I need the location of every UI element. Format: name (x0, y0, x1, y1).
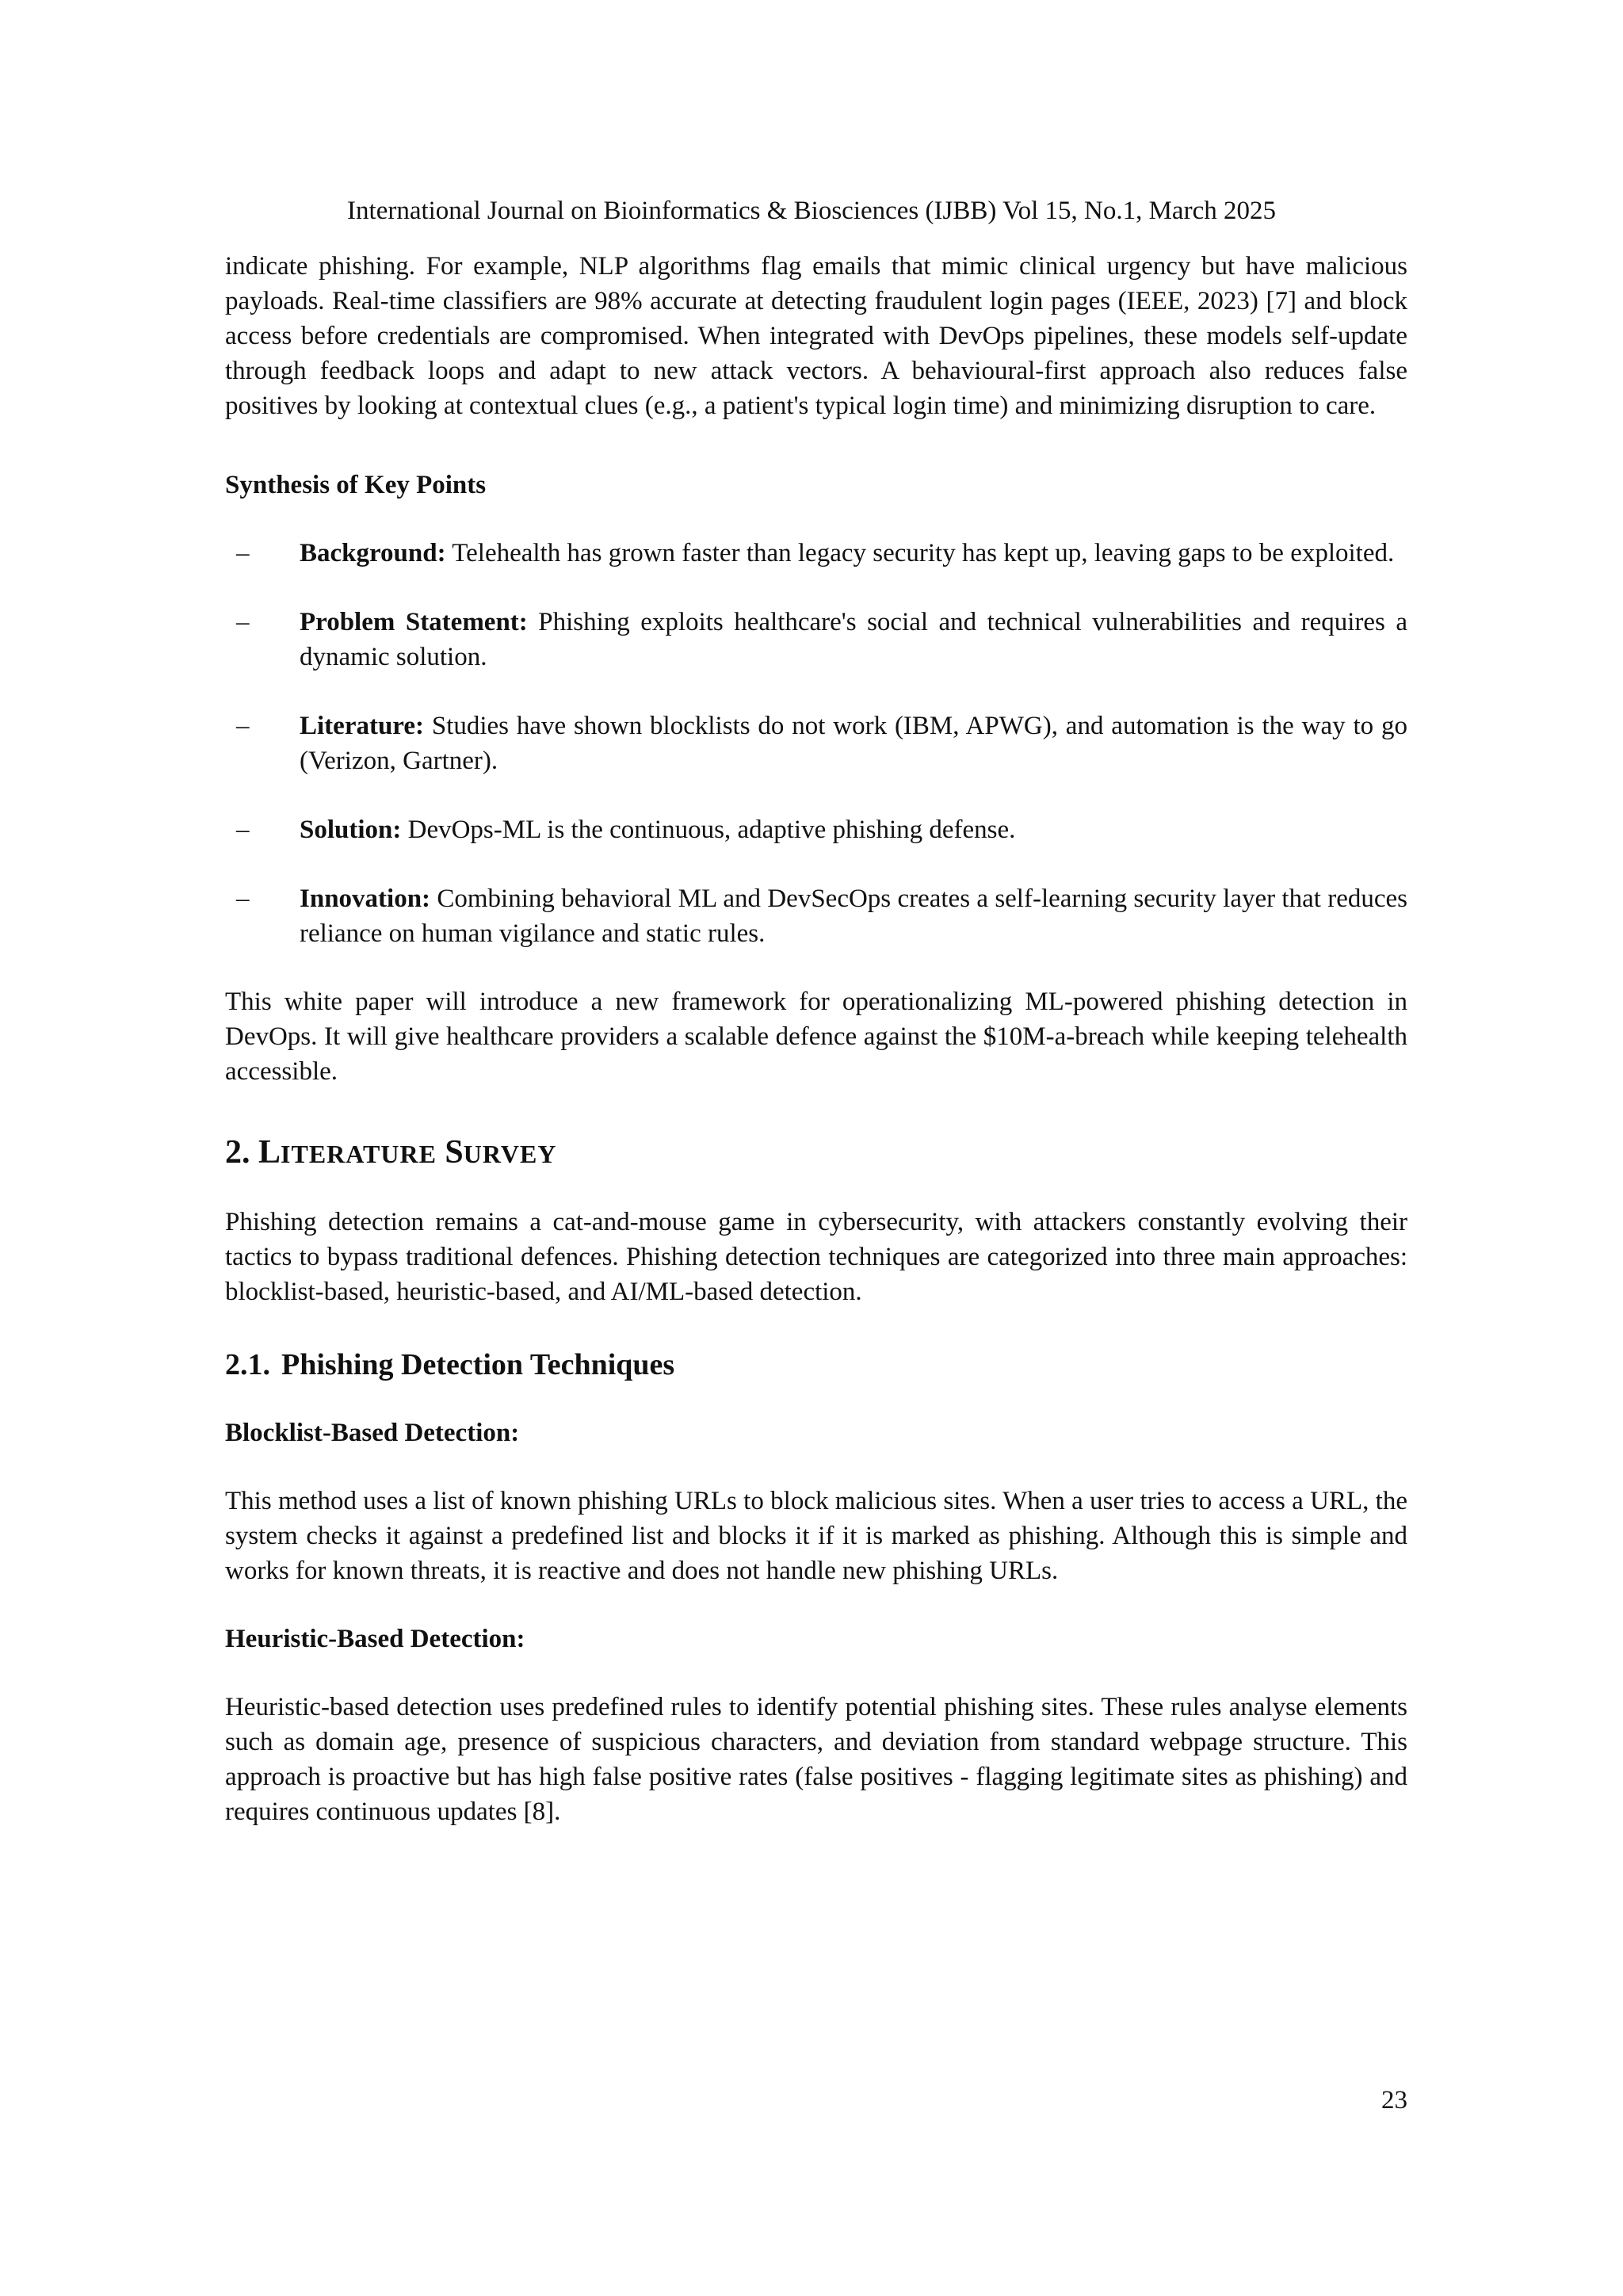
synthesis-heading: Synthesis of Key Points (225, 471, 487, 499)
key-point-background (225, 536, 1407, 571)
key-point-literature (225, 709, 1407, 778)
blocklist-heading: Blocklist-Based Detection: (225, 1419, 520, 1447)
key-points-list (225, 536, 1407, 951)
dash-bullet-icon: – (236, 539, 250, 567)
key-point-text: Telehealth has grown faster than legacy security has kept up, leaving gaps to be exploited. (445, 539, 1395, 567)
intro-paragraph: indicate phishing. For example, NLP algorithms flag emails that mimic clinical urgency but have malicious payloads. Real-time classifiers are 98% accurate at detecting fraudulent login pages (IEEE, 2023) [7] and block access before credentials are compromised. When integrated with DevOps pipelines, these models self-update through feedback loops and adapt to new attack vectors. A behavioural-first approach also reduces false positives by looking at contextual clues (e.g., a patient's typical login time) and minimizing disruption to care. (225, 252, 1407, 420)
section-number: 2. (225, 1134, 250, 1171)
key-point-term: Innovation: (300, 884, 431, 913)
subsection-title: Phishing Detection Techniques (281, 1348, 675, 1381)
running-header: International Journal on Bioinformatics & Biosciences (IJBB) Vol 15, No.1, March 2025 (347, 197, 1276, 225)
page-body (225, 249, 1407, 1829)
key-point-term: Solution: (300, 816, 402, 844)
section-heading-literature-survey (225, 1132, 1407, 1175)
key-point-text: Phishing exploits healthcare's social and technical vulnerabilities and requires a dynamic solution. (300, 608, 1408, 671)
dash-bullet-icon: – (236, 884, 250, 913)
section-title: LITERATURE SURVEY (258, 1134, 557, 1171)
dash-bullet-icon: – (236, 816, 250, 844)
heuristic-paragraph: Heuristic-based detection uses predefined rules to identify potential phishing sites. These rules analyse elements such as domain age, presence of suspicious characters, and deviation from standard webpage structure. This approach is proactive but has high false positive rates (false positives - flagging legitimate sites as phishing) and requires continuous updates [8]. (225, 1693, 1407, 1826)
blocklist-paragraph: This method uses a list of known phishing URLs to block malicious sites. When a user tries to access a URL, the system checks it against a predefined list and blocks it if it is marked as phishing. Although this is simple and works for known threats, it is reactive and does not handle new phishing URLs. (225, 1487, 1407, 1585)
key-point-innovation (225, 881, 1407, 951)
key-point-term: Literature: (300, 712, 424, 740)
subsection-number: 2.1. (225, 1348, 270, 1381)
key-point-text: DevOps-ML is the continuous, adaptive phishing defense. (401, 816, 1016, 844)
dash-bullet-icon: – (236, 712, 250, 740)
key-point-problem-statement (225, 605, 1407, 674)
page-number: 23 (1381, 2086, 1407, 2115)
heuristic-heading: Heuristic-Based Detection: (225, 1625, 525, 1653)
subsection-heading-phishing-detection (225, 1346, 1407, 1384)
closing-paragraph: This white paper will introduce a new framework for operationalizing ML-powered phishing detection in DevOps. It will give healthcare providers a scalable defence against the $10M-a-breach while keeping telehealth accessible. (225, 988, 1407, 1086)
key-point-text: Studies have shown blocklists do not work (IBM, APWG), and automation is the way to go (Verizon, Gartner). (300, 712, 1407, 775)
key-point-solution (225, 812, 1407, 847)
literature-survey-paragraph: Phishing detection remains a cat-and-mouse game in cybersecurity, with attackers constantly evolving their tactics to bypass traditional defences. Phishing detection techniques are categorized into three main approaches: blocklist-based, heuristic-based, and AI/ML-based detection. (225, 1208, 1407, 1306)
key-point-text: Combining behavioral ML and DevSecOps creates a self-learning security layer that reduces reliance on human vigilance and static rules. (300, 884, 1407, 948)
dash-bullet-icon: – (236, 608, 250, 636)
key-point-term: Problem Statement: (300, 608, 528, 636)
key-point-term: Background: (300, 539, 446, 567)
